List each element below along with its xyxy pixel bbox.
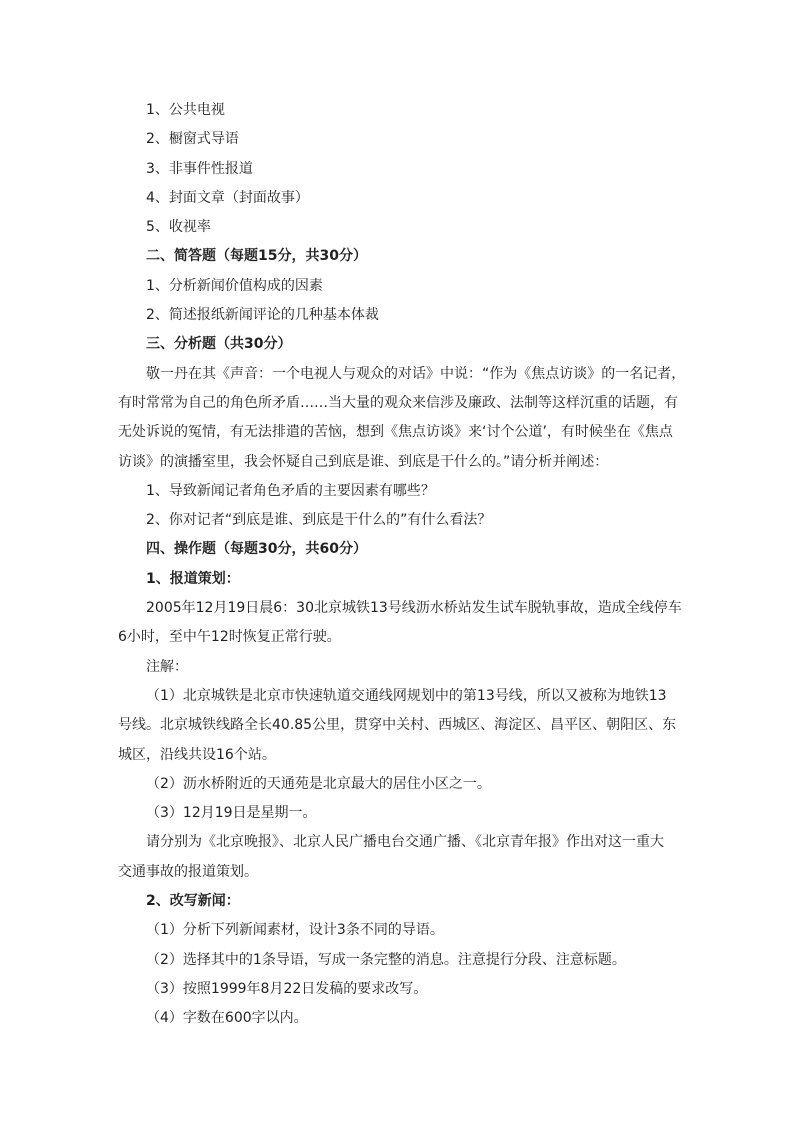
requirement-item: （2）选择其中的1条导语，写成一条完整的消息。注意提行分段、注意标题。 [146,951,626,968]
paragraph-line: 无处诉说的冤情，有无法排遣的苦恼，想到《焦点访谈》来‘讨个公道’，有时候坐在《焦点 [118,424,673,441]
paragraph-line: 交通事故的报道策划。 [118,863,258,880]
term-item: 5、收视率 [146,219,211,236]
note-label: 注解： [146,658,188,675]
question-item: 2、简述报纸新闻评论的几种基本体裁 [146,307,379,324]
paragraph-line: 敬一丹在其《声音：一个电视人与观众的对话》中说：“作为《焦点访谈》的一名记者， [146,365,686,382]
paragraph-line: 访谈》的演播室里，我会怀疑自己到底是谁、到底是干什么的。”请分析并阐述： [118,453,609,470]
section-heading: 三、分析题（共30分） [146,336,292,353]
question-item: 2、你对记者“到底是谁、到底是干什么的”有什么看法？ [146,512,492,529]
section-heading: 四、操作题（每题30分，共60分） [146,541,367,558]
question-item: 1、分析新闻价值构成的因素 [146,277,323,294]
paragraph-line: 6小时，至中午12时恢复正常行驶。 [118,629,341,646]
subsection-heading: 2、改写新闻： [146,893,240,910]
paragraph-line: 请分别为《北京晚报》、北京人民广播电台交通广播、《北京青年报》作出对这一重大 [146,834,664,851]
requirement-item: （1）分析下列新闻素材，设计3条不同的导语。 [146,922,444,939]
term-item: 4、封面文章（封面故事） [146,189,309,206]
note-line: 号线。北京城铁线路全长40.85公里，贯穿中关村、西城区、海淀区、昌平区、朝阳区、东 [118,717,677,734]
paragraph-line: 有时常常为自己的角色所矛盾……当大量的观众来信涉及廉政、法制等这样沉重的话题，有 [118,394,678,411]
paragraph-line: 2005年12月19日晨6：30北京城铁13号线沥水桥站发生试车脱轨事故，造成全线停车 [146,600,682,617]
term-item: 3、非事件性报道 [146,160,253,177]
term-item: 1、公共电视 [146,102,225,118]
question-item: 1、导致新闻记者角色矛盾的主要因素有哪些？ [146,482,435,499]
document-page [118,96,690,1034]
term-item: 2、橱窗式导语 [146,131,239,148]
subsection-heading: 1、报道策划： [146,570,240,587]
note-line: （3）12月19日是星期一。 [146,805,317,822]
requirement-item: （4）字数在600字以内。 [146,1010,308,1027]
note-line: （2）沥水桥附近的天通苑是北京最大的居住小区之一。 [146,775,491,792]
note-line: （1）北京城铁是北京市快速轨道交通线网规划中的第13号线，所以又被称为地铁13 [146,687,667,704]
section-heading: 二、简答题（每题15分，共30分） [146,248,367,265]
note-line: 城区，沿线共设16个站。 [118,746,276,763]
requirement-item: （3）按照1999年8月22日发稿的要求改写。 [146,980,428,997]
